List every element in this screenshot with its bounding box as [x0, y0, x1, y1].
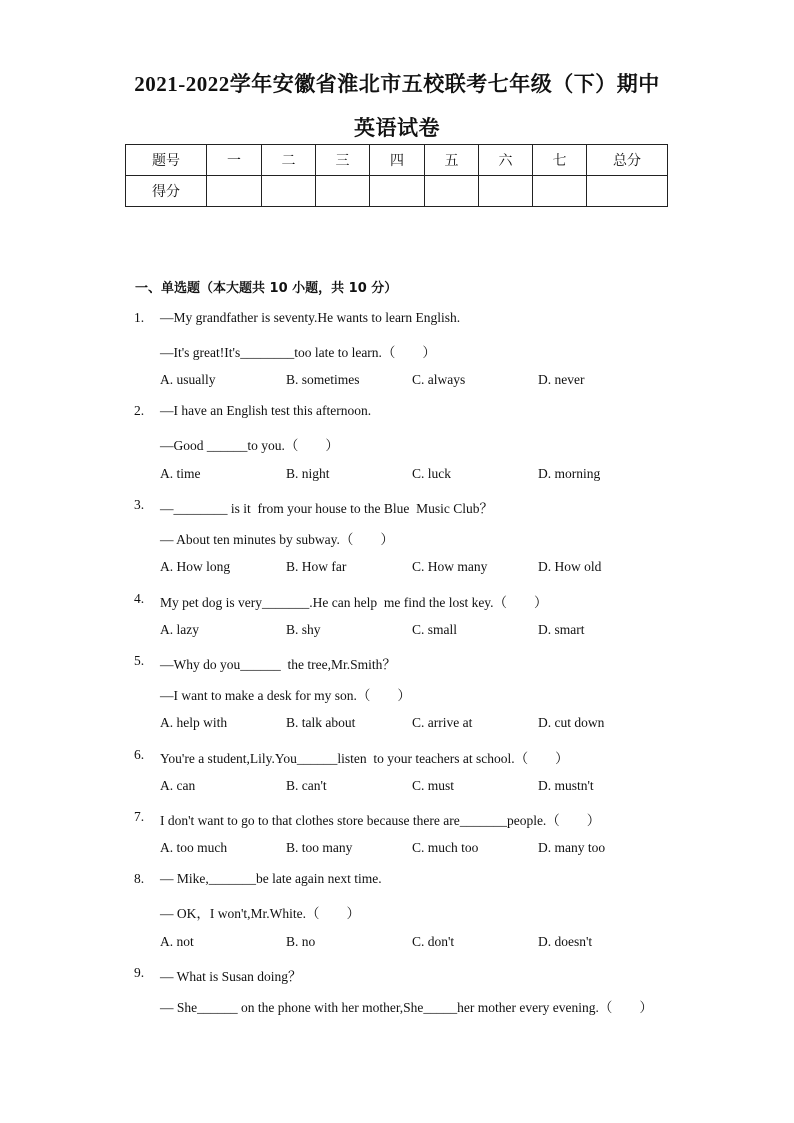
score-table-cell: 五 [425, 145, 479, 176]
option-b[interactable]: B. no [286, 934, 316, 949]
score-input-cell[interactable] [587, 176, 668, 207]
question-line: You're a student,Lily.You______listen to your teachers at school.（ ） [160, 751, 569, 766]
option-c[interactable]: C. luck [412, 466, 451, 481]
score-input-cell[interactable] [370, 176, 425, 207]
question-line: — She______ on the phone with her mother,She_____her mother every evening.（ ） [160, 1000, 653, 1015]
option-a[interactable]: A. not [160, 934, 194, 949]
question-line: — OK，I won't,Mr.White.（ ） [160, 906, 361, 921]
option-c[interactable]: C. much too [412, 840, 479, 855]
option-b[interactable]: B. sometimes [286, 372, 360, 387]
option-c[interactable]: C. must [412, 778, 455, 793]
score-table-cell: 题号 [126, 145, 207, 176]
option-c[interactable]: C. How many [412, 559, 488, 574]
option-a[interactable]: A. help with [160, 715, 228, 730]
question-line: —________ is it from your house to the Blue Music Club？ [160, 501, 493, 516]
option-a[interactable]: A. lazy [160, 622, 199, 637]
option-d[interactable]: D. doesn't [538, 934, 593, 949]
score-table-cell: 得分 [126, 176, 207, 207]
option-a[interactable]: A. can [160, 778, 196, 793]
score-table-cell: 二 [262, 145, 316, 176]
option-a[interactable]: A. How long [160, 559, 231, 574]
option-b[interactable]: B. talk about [286, 715, 356, 730]
question-number: 5. [134, 653, 145, 668]
score-input-cell[interactable] [479, 176, 533, 207]
question-number: 8. [134, 871, 145, 886]
question-number: 6. [134, 747, 145, 762]
score-table-cell: 一 [207, 145, 262, 176]
question-line: —My grandfather is seventy.He wants to learn English. [160, 310, 461, 325]
question-line: — About ten minutes by subway.（ ） [160, 532, 394, 547]
option-b[interactable]: B. can't [286, 778, 327, 793]
question-line: —I want to make a desk for my son.（ ） [160, 688, 411, 703]
score-input-cell[interactable] [533, 176, 587, 207]
exam-title-line1: 2021-2022学年安徽省淮北市五校联考七年级（下）期中 [134, 72, 660, 96]
question-number: 2. [134, 403, 145, 418]
score-input-cell[interactable] [262, 176, 316, 207]
section-heading: 一、单选题（本大题共 10 小题，共 10 分） [135, 281, 398, 296]
question-line: I don't want to go to that clothes store because there are_______people.（ ） [160, 813, 601, 828]
question-line: —It's great!It's________too late to learn.（ ） [160, 345, 436, 360]
option-a[interactable]: A. time [160, 466, 201, 481]
option-d[interactable]: D. smart [538, 622, 585, 637]
question-number: 7. [134, 809, 145, 824]
option-a[interactable]: A. too much [160, 840, 228, 855]
option-b[interactable]: B. night [286, 466, 330, 481]
question-line: —Why do you______ the tree,Mr.Smith？ [160, 657, 396, 672]
option-c[interactable]: C. arrive at [412, 715, 473, 730]
score-input-cell[interactable] [425, 176, 479, 207]
option-c[interactable]: C. always [412, 372, 466, 387]
option-d[interactable]: D. many too [538, 840, 606, 855]
option-c[interactable]: C. don't [412, 934, 455, 949]
option-d[interactable]: D. mustn't [538, 778, 594, 793]
question-line: — What is Susan doing？ [160, 969, 302, 984]
score-table-score-row [126, 176, 668, 207]
question-line: —I have an English test this afternoon. [160, 403, 372, 418]
score-input-cell[interactable] [316, 176, 370, 207]
option-d[interactable]: D. cut down [538, 715, 605, 730]
option-b[interactable]: B. too many [286, 840, 353, 855]
option-c[interactable]: C. small [412, 622, 458, 637]
question-number: 9. [134, 965, 145, 980]
option-b[interactable]: B. How far [286, 559, 347, 574]
score-table-cell: 总分 [587, 145, 668, 176]
score-table-cell: 四 [370, 145, 425, 176]
question-line: My pet dog is very_______.He can help me find the lost key.（ ） [160, 595, 548, 610]
score-table-cell: 七 [533, 145, 587, 176]
score-table-header-row [126, 145, 668, 176]
option-d[interactable]: D. never [538, 372, 585, 387]
option-d[interactable]: D. morning [538, 466, 601, 481]
score-input-cell[interactable] [207, 176, 262, 207]
score-table-cell: 三 [316, 145, 370, 176]
exam-title-line2: 英语试卷 [354, 116, 440, 140]
question-line: —Good ______to you.（ ） [160, 438, 339, 453]
question-number: 3. [134, 497, 145, 512]
option-b[interactable]: B. shy [286, 622, 321, 637]
question-line: — Mike,_______be late again next time. [160, 871, 382, 886]
option-d[interactable]: D. How old [538, 559, 602, 574]
score-table-cell: 六 [479, 145, 533, 176]
question-number: 4. [134, 591, 145, 606]
question-number: 1. [134, 310, 145, 325]
option-a[interactable]: A. usually [160, 372, 216, 387]
score-table [125, 144, 668, 207]
